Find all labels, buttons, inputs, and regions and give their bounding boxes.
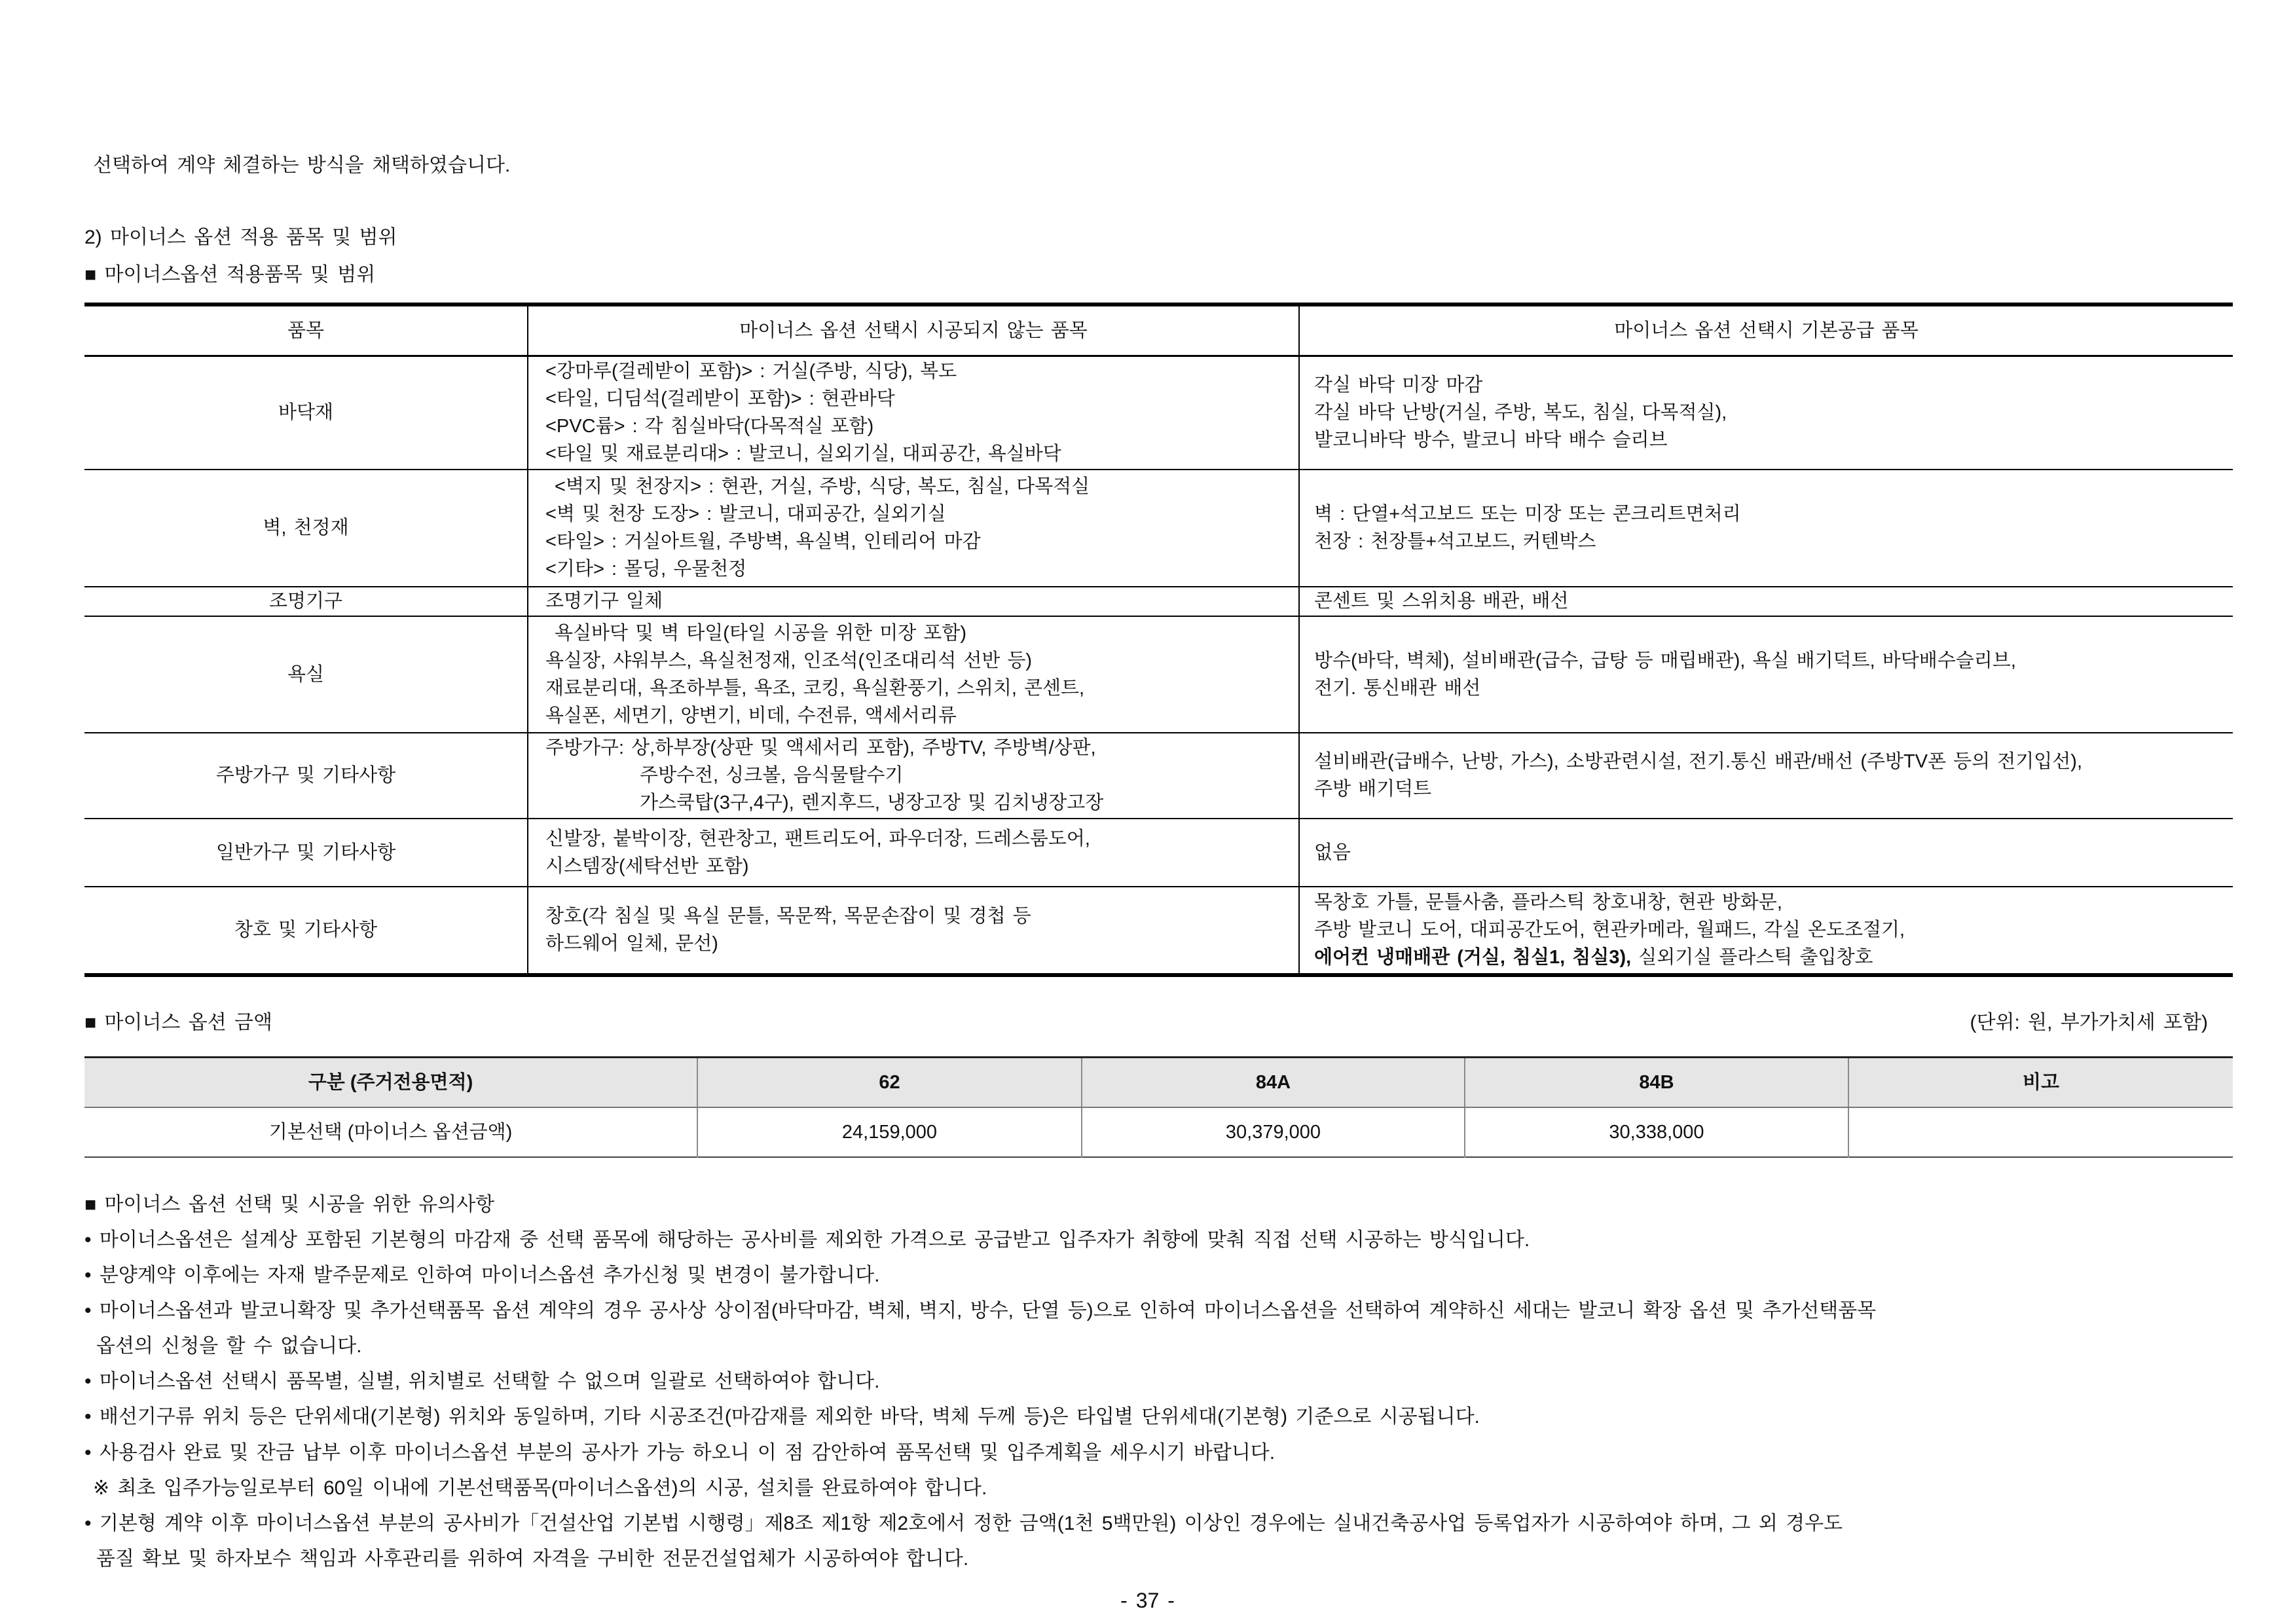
excluded-line: 욕실바닥 및 벽 타일(타일 시공을 위한 미장 포함): [555, 622, 966, 644]
note-remark: ※ 최초 입주가능일로부터 60일 이내에 기본선택품목(마이너스옵션)의 시공, 설치를 완료하여야 합니다.: [93, 1477, 987, 1499]
supplied-line: 설비배관(급배수, 난방, 가스), 소방관련시설, 전기.통신 배관/배선 (주방TV폰 등의 전기입선),: [1314, 751, 2083, 772]
scope-header-item: 품목: [84, 304, 528, 356]
scope-excluded: [528, 887, 1299, 975]
scope-row-furniture: [84, 819, 2233, 887]
scope-supplied: [1299, 470, 2233, 587]
scope-row-bathroom: [84, 616, 2233, 733]
supplied-line: 콘센트 및 스위치용 배관, 배선: [1314, 591, 1569, 612]
excluded-line: <기타> : 몰딩, 우물천정: [545, 559, 747, 580]
scope-row-lighting: [84, 587, 2233, 616]
excluded-line: <PVC륨> : 각 침실바닥(다목적실 포함): [545, 416, 874, 437]
supplied-line: [1314, 944, 2233, 971]
price-header-84b: 84B: [1465, 1058, 1848, 1108]
excluded-line: 욕실폰, 세면기, 양변기, 비데, 수전류, 액세서리류: [545, 705, 957, 726]
excluded-line: 신발장, 붙박이장, 현관창고, 팬트리도어, 파우더장, 드레스룸도어,: [545, 828, 1090, 849]
supplied-line: 천장 : 천장틀+석고보드, 커텐박스: [1314, 531, 1596, 552]
scope-excluded: [528, 733, 1299, 819]
price-table: [84, 1056, 2233, 1158]
excluded-line: 주방수전, 싱크볼, 음식물탈수기: [640, 765, 904, 786]
intro-text: 선택하여 계약 체결하는 방식을 채택하였습니다.: [93, 155, 511, 176]
price-header-62: 62: [697, 1058, 1082, 1108]
scope-row-kitchen: [84, 733, 2233, 819]
price-value-remarks: [1848, 1107, 2233, 1157]
scope-item: 창호 및 기타사항: [84, 887, 528, 975]
supplied-line: 주방 발코니 도어, 대피공간도어, 현관카메라, 월패드, 각실 온도조절기,: [1314, 919, 1905, 940]
page-number: - 37 -: [1120, 1589, 1175, 1612]
scope-supplied: [1299, 733, 2233, 819]
note-item: • 사용검사 완료 및 잔금 납부 이후 마이너스옵션 부분의 공사가 가능 하오니 이 점 감안하여 품목선택 및 입주계획을 세우시기 바랍니다.: [84, 1442, 1276, 1464]
price-table-caption: ■ 마이너스 옵션 금액: [84, 1012, 272, 1033]
scope-supplied: [1299, 819, 2233, 887]
excluded-line: 주방가구: 상,하부장(상판 및 액세서리 포함), 주방TV, 주방벽/상판,: [545, 737, 1096, 758]
scope-excluded: [528, 616, 1299, 733]
excluded-line: <타일> : 거실아트월, 주방벽, 욕실벽, 인테리어 마감: [545, 531, 981, 552]
note-item: • 마이너스옵션은 설계상 포함된 기본형의 마감재 중 선택 품목에 해당하는 공사비를 제외한 가격으로 공급받고 입주자가 취향에 맞춰 직접 선택 시공하는 방식입니다.: [84, 1229, 1530, 1251]
note-item: • 분양계약 이후에는 자재 발주문제로 인하여 마이너스옵션 추가신청 및 변경이 불가합니다.: [84, 1264, 880, 1286]
note-item: • 배선기구류 위치 등은 단위세대(기본형) 위치와 동일하며, 기타 시공조건(마감재를 제외한 바닥, 벽체 두께 등)은 타입별 단위세대(기본형) 기준으로 시공됩니다.: [84, 1406, 1480, 1428]
supplied-line: 목창호 가틀, 문틀사춤, 플라스틱 창호내창, 현관 방화문,: [1314, 892, 1782, 913]
excluded-line: <벽 및 천장 도장> : 발코니, 대피공간, 실외기실: [545, 504, 946, 525]
price-header-category: 구분 (주거전용면적): [84, 1058, 697, 1108]
excluded-line: 시스템장(세탁선반 포함): [545, 855, 749, 877]
scope-row-wall-ceiling: [84, 470, 2233, 587]
price-value-62: 24,159,000: [697, 1107, 1082, 1157]
scope-excluded: [528, 819, 1299, 887]
scope-supplied: [1299, 587, 2233, 616]
supplied-line: 전기. 통신배관 배선: [1314, 677, 1481, 699]
price-unit-note: (단위: 원, 부가가치세 포함): [1970, 1012, 2208, 1033]
scope-supplied: [1299, 616, 2233, 733]
scope-excluded: [528, 587, 1299, 616]
excluded-line: 창호(각 침실 및 욕실 문틀, 목문짝, 목문손잡이 및 경첩 등: [545, 906, 1031, 927]
excluded-line: <벽지 및 천장지> : 현관, 거실, 주방, 식당, 복도, 침실, 다목적실: [555, 476, 1090, 497]
scope-item: 벽, 천정재: [84, 470, 528, 587]
supplied-line: 각실 바닥 난방(거실, 주방, 복도, 침실, 다목적실),: [1314, 402, 1727, 424]
scope-excluded: [528, 356, 1299, 470]
note-item-continued: 품질 확보 및 하자보수 책임과 사후관리를 위하여 자격을 구비한 전문건설업체가 시공하여야 합니다.: [96, 1548, 969, 1570]
notes-heading: ■ 마이너스 옵션 선택 및 시공을 위한 유의사항: [84, 1194, 495, 1215]
price-header-row: [84, 1058, 2233, 1108]
supplied-emphasis: 에어컨 냉매배관 (거실, 침실1, 침실3),: [1314, 947, 1632, 968]
price-value-84b: 30,338,000: [1465, 1107, 1848, 1157]
scope-item: 일반가구 및 기타사항: [84, 819, 528, 887]
excluded-line: 욕실장, 샤워부스, 욕실천정재, 인조석(인조대리석 선반 등): [545, 650, 1033, 671]
price-row-label: 기본선택 (마이너스 옵션금액): [268, 1122, 513, 1143]
supplied-line: 없음: [1314, 841, 1351, 863]
note-item: • 마이너스옵션과 발코니확장 및 추가선택품목 옵션 계약의 경우 공사상 상이점(바닥마감, 벽체, 벽지, 방수, 단열 등)으로 인하여 마이너스옵션을 선택하여 계약하신 세대는 발코니 확장 옵션 및 추가선택품목: [84, 1300, 1877, 1321]
scope-row-windows-doors: [84, 887, 2233, 975]
excluded-line: <타일 및 재료분리대> : 발코니, 실외기실, 대피공간, 욕실바닥: [545, 443, 1061, 465]
note-item: • 기본형 계약 이후 마이너스옵션 부분의 공사비가「건설산업 기본법 시행령」제8조 제1항 제2호에서 정한 금액(1천 5백만원) 이상인 경우에는 실내건축공사업 등록업자가 시공하여야 하며, 그 외 경우도: [84, 1513, 1843, 1534]
scope-item: 바닥재: [84, 356, 528, 470]
scope-supplied: [1299, 887, 2233, 975]
scope-excluded: [528, 470, 1299, 587]
scope-header-row: [84, 304, 2233, 356]
supplied-line: 주방 배기덕트: [1314, 779, 1432, 800]
supplied-line: 방수(바닥, 벽체), 설비배관(급수, 급탕 등 매립배관), 욕실 배기덕트, 바닥배수슬리브,: [1314, 650, 2016, 671]
note-item: • 마이너스옵션 선택시 품목별, 실별, 위치별로 선택할 수 없으며 일괄로 선택하여야 합니다.: [84, 1371, 880, 1392]
excluded-line: 가스쿡탑(3구,4구), 렌지후드, 냉장고장 및 김치냉장고장: [640, 792, 1104, 813]
scope-item: 주방가구 및 기타사항: [84, 733, 528, 819]
supplied-line: 각실 바닥 미장 마감: [1314, 375, 1483, 396]
excluded-line: <타일, 디딤석(걸레받이 포함)> : 현관바닥: [545, 388, 895, 410]
supplied-tail: 실외기실 플라스틱 출입창호: [1631, 947, 1873, 968]
scope-supplied: [1299, 356, 2233, 470]
scope-table: [84, 303, 2233, 977]
scope-table-caption: ■ 마이너스옵션 적용품목 및 범위: [84, 264, 376, 286]
excluded-line: <강마루(걸레받이 포함)> : 거실(주방, 식당), 복도: [545, 361, 957, 382]
excluded-line: 하드웨어 일체, 문선): [545, 933, 718, 954]
scope-header-excluded: 마이너스 옵션 선택시 시공되지 않는 품목: [528, 304, 1299, 356]
supplied-line: 벽 : 단열+석고보드 또는 미장 또는 콘크리트면처리: [1314, 504, 1741, 525]
note-item-continued: 옵션의 신청을 할 수 없습니다.: [96, 1335, 362, 1357]
supplied-line: 발코니바닥 방수, 발코니 바닥 배수 슬리브: [1314, 430, 1668, 451]
section-heading: 2) 마이너스 옵션 적용 품목 및 범위: [84, 227, 397, 248]
excluded-line: 재료분리대, 욕조하부틀, 욕조, 코킹, 욕실환풍기, 스위치, 콘센트,: [545, 677, 1085, 699]
price-value-84a: 30,379,000: [1082, 1107, 1465, 1157]
scope-item: 조명기구: [84, 587, 528, 616]
price-header-remarks: 비고: [1848, 1058, 2233, 1108]
excluded-line: 조명기구 일체: [545, 591, 663, 612]
price-row-basic: [84, 1107, 2233, 1157]
scope-row-flooring: [84, 356, 2233, 470]
price-header-84a: 84A: [1082, 1058, 1465, 1108]
scope-header-supplied: 마이너스 옵션 선택시 기본공급 품목: [1299, 304, 2233, 356]
scope-item: 욕실: [84, 616, 528, 733]
